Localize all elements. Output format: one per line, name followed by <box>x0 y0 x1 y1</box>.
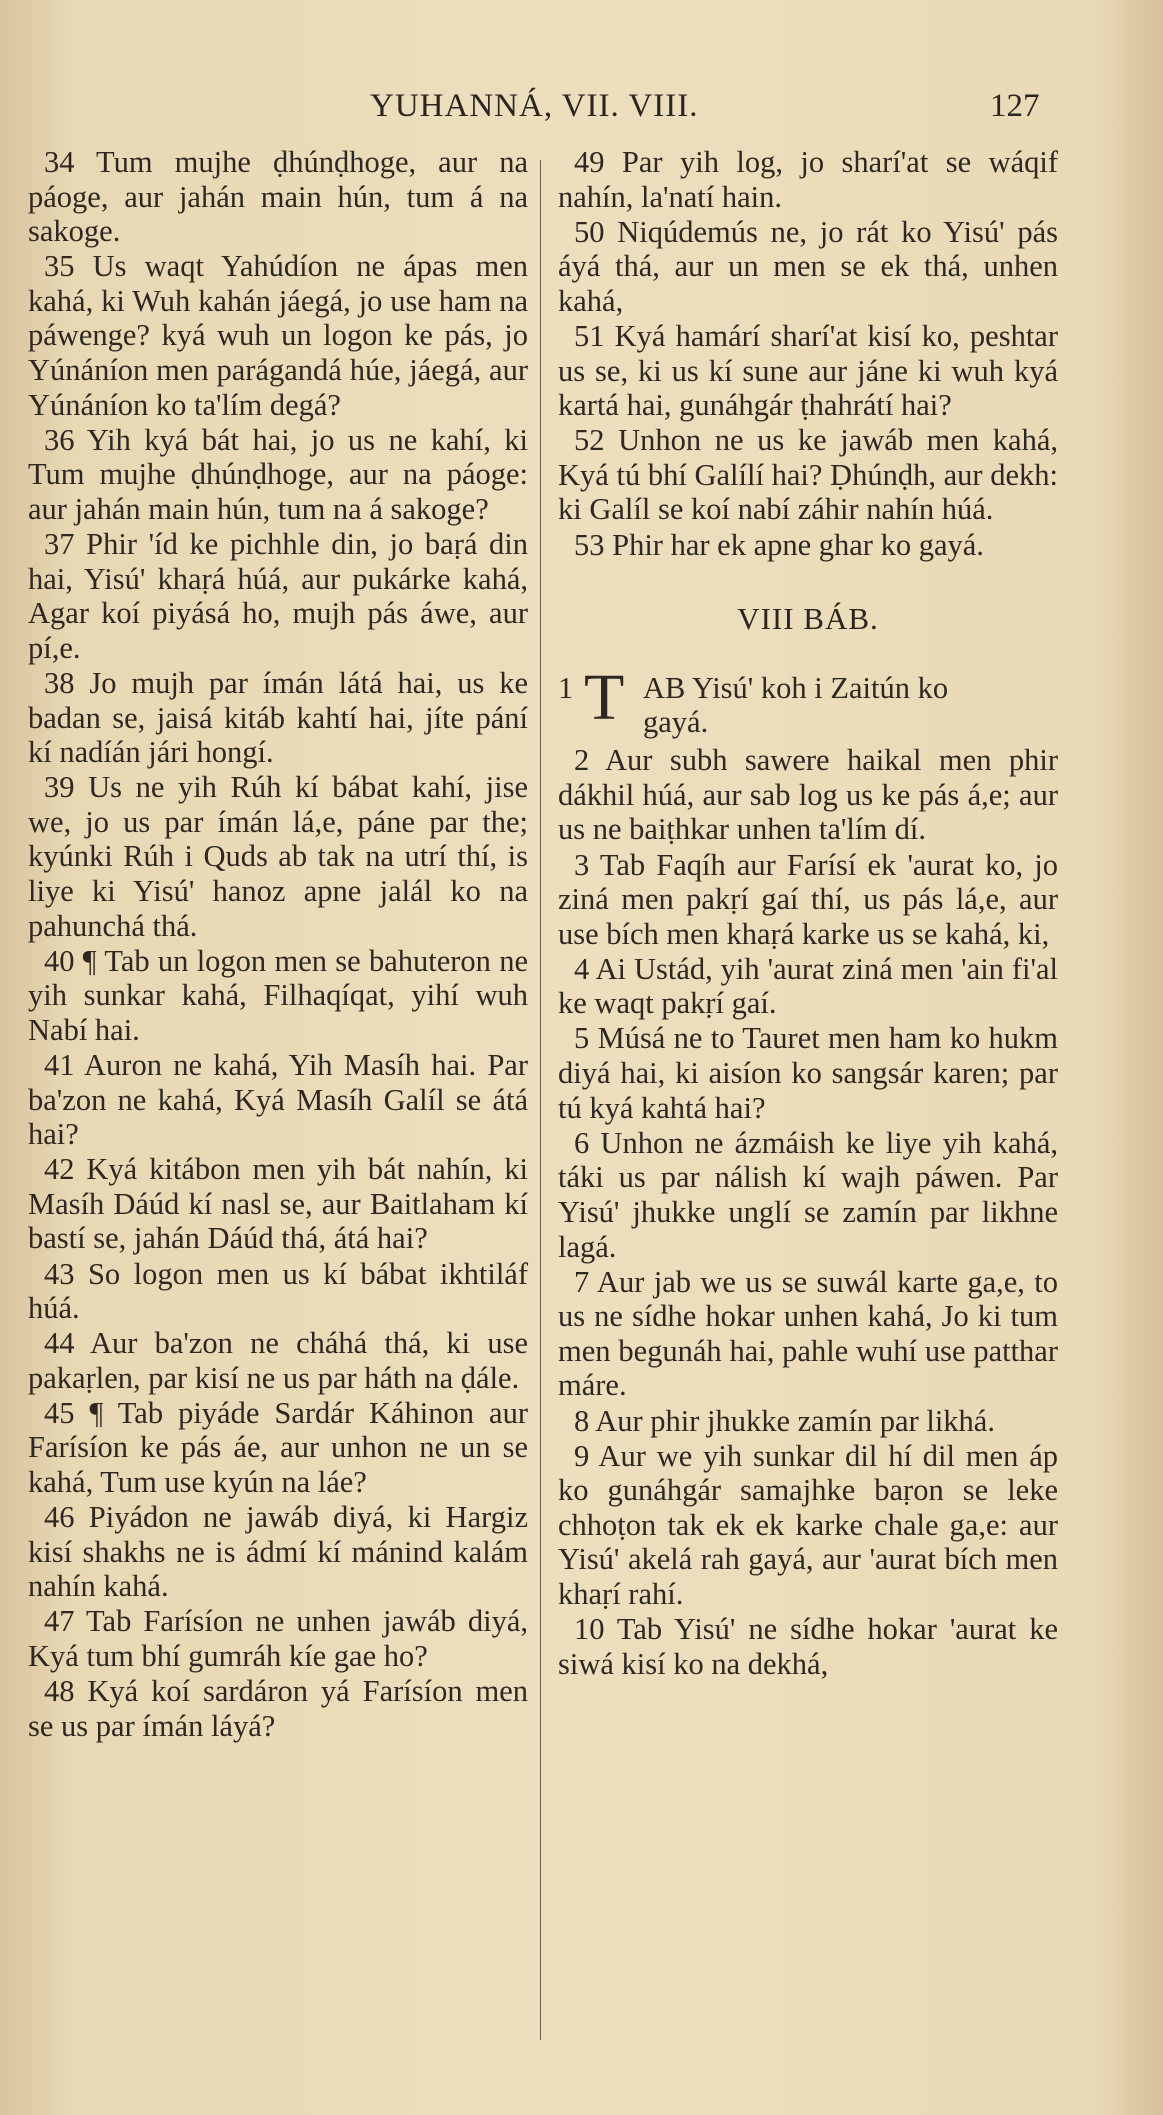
verse-53: 53 Phir har ek apne ghar ko gayá. <box>574 527 984 562</box>
verse-36: 36 Yih kyá bát hai, jo us ne kahí, ki Tum mujhe ḍhúnḍhoge, aur na páoge: aur jahán main hún, tum na á sakoge? <box>28 422 528 526</box>
verse-47: 47 Tab Farísíon ne unhen jawáb diyá, Kyá tum bhí gumráh kíe gae ho? <box>28 1604 528 1674</box>
verse-38: 38 Jo mujh par ímán látá hai, us ke badan se, jaisá kitáb kahtí hai, jíte pání kí nadíán jári hongí. <box>28 665 528 770</box>
verse-41: 41 Auron ne kahá, Yih Masíh hai. Par ba'zon ne kahá, Kyá Masíh Galíl se átá hai? <box>28 1047 528 1152</box>
verse-44: 44 Aur ba'zon ne cháhá thá, ki use pakaṛlen, par kisí ne us par háth na ḍále. <box>28 1326 528 1395</box>
verse-52: 52 Unhon ne us ke jawáb men kahá, Kyá tú bhí Galílí hai? Ḍhúnḍh, aur dekh: ki Galíl se koí nabí záhir nahín húá. <box>558 423 1058 527</box>
chapter-8-verse-3: 3 Tab Faqíh aur Farísí ek 'aurat ko, jo ziná men pakṛí gaí thí, us pás lá,e, aur use bích men khaṛá karke us se kahá, ki, <box>558 847 1058 951</box>
verse-40: 40 ¶ Tab un logon men se bahuteron ne yih sunkar kahá, Filhaqíqat, yihí wuh Nabí hai. <box>28 943 528 1047</box>
verse-42: 42 Kyá kitábon men yih bát nahín, ki Masíh Dáúd kí nasl se, aur Baitlaham kí bastí se, jahán Dáúd thá, átá hai? <box>28 1152 528 1256</box>
verse-43: 43 So logon men us kí bábat ikhtiláf húá. <box>28 1256 528 1326</box>
chapter-8-verse-2: 2 Aur subh sawere haikal men phir dákhil húá, aur sab log us ke pás á,e; aur us ne baiṭhkar unhen ta'lím dí. <box>558 743 1058 847</box>
column-divider <box>540 160 541 2040</box>
verse-45: 45 ¶ Tab piyáde Sardár Káhinon aur Farísíon ke pás áe, aur unhon ne un se kahá, Tum use kyún na láe? <box>28 1395 528 1500</box>
verse-49: 49 Par yih log, jo sharí'at se wáqif nahín, la'natí hain. <box>558 145 1058 214</box>
verse-35: 35 Us waqt Yahúdíon ne ápas men kahá, ki Wuh kahán jáegá, jo use ham na páwenge? kyá wuh un logon ke pás, jo Yúnáníon men parágandá húe, jáegá, aur Yúnáníon ko ta'lím degá? <box>28 249 528 422</box>
chapter-8-verse-9: 9 Aur we yih sunkar dil hí dil men áp ko gunáhgár samajhke baṛon se leke chhoṭon tak ek ek karke chale ga,e: aur Yisú' akelá rah gayá, aur 'aurat bích men khaṛí rahí. <box>558 1438 1058 1611</box>
page-number: 127 <box>990 88 1040 124</box>
page-header <box>0 88 1163 138</box>
chapter-8-verse-8: 8 Aur phir jhukke zamín par likhá. <box>574 1403 995 1438</box>
verse-1-line-2: gayá. <box>643 705 709 740</box>
verse-1-line-1: AB Yisú' koh i Zaitún ko <box>643 670 949 705</box>
right-column <box>558 145 1058 1682</box>
verse-34: 34 Tum mujhe ḍhúnḍhoge, aur na páoge, aur jahán main hún, tum á na sakoge. <box>28 145 528 249</box>
chapter-8-verse-1 <box>558 660 1058 743</box>
left-column <box>28 145 528 1744</box>
verse-46: 46 Piyádon ne jawáb diyá, ki Hargiz kisí shakhs ne is ádmí kí mánind kalám nahín kahá. <box>28 1500 528 1604</box>
chapter-8-verse-6: 6 Unhon ne ázmáish ke liye yih kahá, táki us par nálish kí wajh páwen. Par Yisú' jhukke unglí se zamín par likhne lagá. <box>558 1125 1058 1264</box>
verse-number: 1 <box>558 670 574 705</box>
verse-48: 48 Kyá koí sardáron yá Farísíon men se us par ímán láyá? <box>28 1674 528 1743</box>
chapter-heading: VIII BÁB. <box>737 601 879 637</box>
verse-37: 37 Phir 'íd ke pichhle din, jo baṛá din hai, Yisú' khaṛá húá, aur pukárke kahá, Agar koí piyásá ho, mujh pás áwe, aur pí,e. <box>28 527 528 665</box>
drop-cap: T <box>584 660 625 734</box>
verse-51: 51 Kyá hamárí sharí'at kisí ko, peshtar us se, ki us kí sune aur jáne ki wuh kyá kartá hai, gunáhgár ṭhahrátí hai? <box>558 318 1058 423</box>
running-head: YUHANNÁ, VII. VIII. <box>370 88 699 124</box>
chapter-8-verse-4: 4 Ai Ustád, yih 'aurat ziná men 'ain fi'al ke waqt pakṛí gaí. <box>558 951 1058 1021</box>
chapter-8-verse-7: 7 Aur jab we us se suwál karte ga,e, to us ne sídhe hokar unhen kahá, Jo ki tum men begunáh hai, pahle wuhí use patthar máre. <box>558 1264 1058 1403</box>
chapter-8-verse-10: 10 Tab Yisú' ne sídhe hokar 'aurat ke siwá kisí ko na dekhá, <box>558 1612 1058 1681</box>
verse-50: 50 Niqúdemús ne, jo rát ko Yisú' pás áyá thá, aur un men se ek thá, unhen kahá, <box>558 214 1058 318</box>
chapter-8-verse-5: 5 Músá ne to Tauret men ham ko hukm diyá hai, ki aisíon ko sangsár karen; par tú kyá kahtá hai? <box>558 1021 1058 1125</box>
verse-39: 39 Us ne yih Rúh kí bábat kahí, jise we, jo us par ímán lá,e, páne par the; kyúnki Rúh i Quds ab tak na utrí thí, is liye ki Yisú' hanoz apne jalál ko na pahunchá thá. <box>28 770 528 943</box>
